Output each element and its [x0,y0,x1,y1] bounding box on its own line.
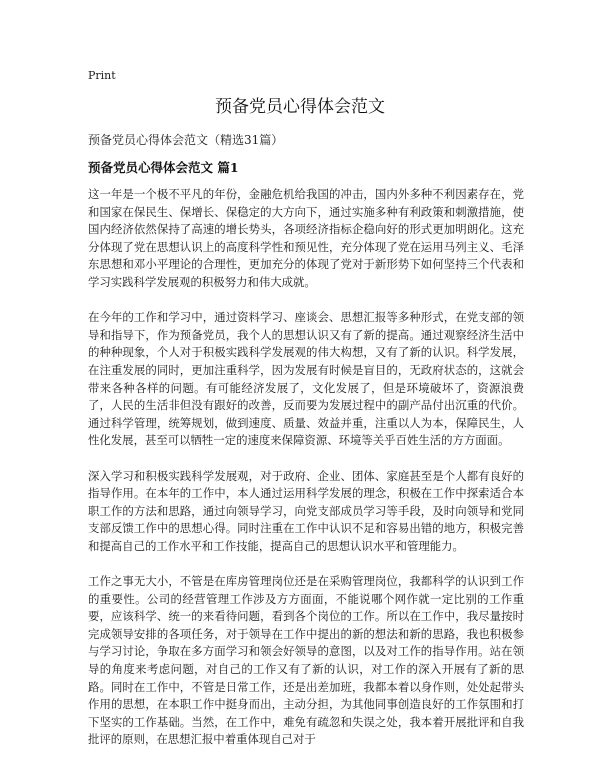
paragraph: 这一年是一个极不平凡的年份，金融危机给我国的冲击，国内外多种不利因素存在，党和国家在保民生、保增长、保稳定的大方向下，通过实施多种有利政策和刺激措施，使国内经济依然保持了高速的增长势头，各项经济指标企稳向好的形式更加明朗化。这充分体现了党在思想认识上的高度科学性和预见性，充分体现了党在运用马列主义、毛泽东思想和邓小平理论的合理性，更加充分的体现了党对于新形势下如何坚持三个代表和学习实践科学发展观的积极努力和伟大成就。 [88,187,524,289]
document-subtitle: 预备党员心得体会范文（精选31篇） [88,133,284,147]
paragraph: 在今年的工作和学习中，通过资料学习、座谈会、思想汇报等多种形式，在党支部的领导和指导下，作为预备党员，我个人的思想认识又有了新的提高。通过观察经济生活中的种种现象，个人对于积极实践科学发展观的伟大构想，又有了新的认识。科学发展，在注重发展的同时，更加注重科学，因为发展有时候是盲目的，无政府状态的，这就会带来各种各样的问题。有可能经济发展了，文化发展了，但是环境破坏了，资源浪费了，人民的生活非但没有跟好的改善，反而要为发展过程中的副产品付出沉重的代价。通过科学管理，统筹规划，做到速度、质量、效益并重，注重以人为本，保障民生，人性化发展，甚至可以牺牲一定的速度来保障资源、环境等关乎百姓生活的方方面面。 [88,310,524,448]
paragraph: 工作之事无大小，不管是在库房管理岗位还是在采购管理岗位，我都科学的认识到工作的重要性。公司的经营管理工作涉及方方面面，不能说哪个网作就一定比别的工作重要，应该科学、统一的来看待问题，看到各个岗位的工作。所以在工作中，我尽量按时完成领导安排的各项任务，对于领导在工作中提出的新的想法和新的思路，我也积极参与学习讨论，争取在多方面学习和领会好领导的意图，以及对工作的指导作用。站在领导的角度来考虑问题，对自己的工作又有了新的认识，对工作的深入开展有了新的思路。同时在工作中，不管是日常工作，还是出差加班，我都本着以身作则，处处起带头作用的思想，在本职工作中挺身而出，主动分担，为其他同事创造良好的工作氛围和打下坚实的工作基础。当然，在工作中，难免有疏忽和失误之处，我本着开展批评和自我批评的原则，在思想汇报中着重体现自己对于 [88,574,524,747]
paragraph: 深入学习和积极实践科学发展观，对于政府、企业、团体、家庭甚至是个人都有良好的指导作用。在本年的工作中，本人通过运用科学发展的理念，积极在工作中探索适合本职工作的方法和思路，通过向领导学习，向党支部成员学习等手段，及时向领导和党同支部反馈工作中的思想心得。同时注重在工作中认识不足和容易出错的地方，积极完善和提高自己的工作水平和工作技能，提高自己的思想认识水平和管理能力。 [88,468,524,553]
section-heading: 预备党员心得体会范文 篇1 [88,160,239,175]
page-title: 预备党员心得体会范文 [215,97,385,117]
article-body [88,186,524,767]
print-link[interactable]: Print [88,69,116,82]
